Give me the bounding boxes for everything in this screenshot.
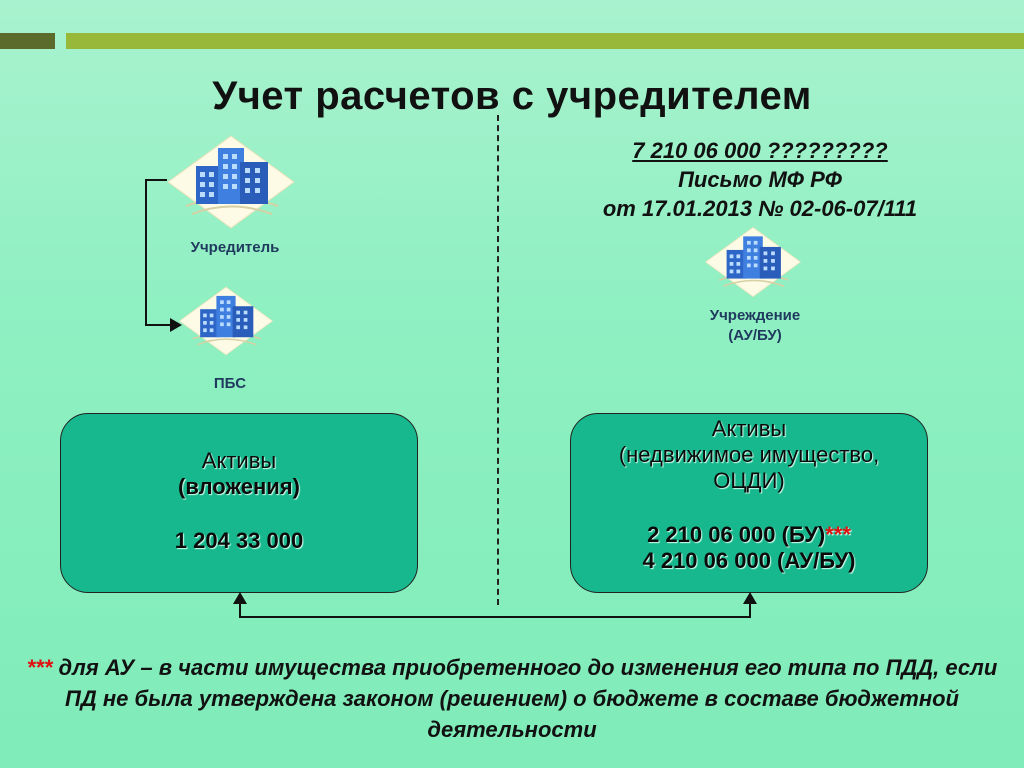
- left-box-heading: Активы: [201, 448, 277, 473]
- page-title: Учет расчетов с учредителем: [212, 74, 812, 118]
- right-assets-box: [570, 413, 928, 593]
- footnote-marker: ***: [825, 522, 851, 547]
- arrow-up-icon: [233, 592, 247, 604]
- accent-bar-dark: [0, 33, 55, 49]
- dashed-divider: [497, 115, 499, 605]
- building-icon: [704, 222, 802, 302]
- reference-date: от 17.01.2013 № 02-06-07/111: [602, 196, 918, 221]
- right-box-sub2: ОЦДИ): [713, 468, 785, 493]
- arrow-head-icon: [170, 318, 182, 332]
- reference-block: [540, 136, 980, 223]
- reference-letter: Письмо МФ РФ: [678, 167, 842, 192]
- arrow-up-icon: [743, 592, 757, 604]
- footnote-mark: ***: [26, 655, 53, 680]
- reference-account: 7 210 06 000 ?????????: [632, 138, 888, 163]
- accent-bar-light: [66, 33, 1024, 49]
- right-box-value1-text: 2 210 06 000 (БУ): [647, 522, 826, 547]
- right-box-value1: [571, 522, 927, 548]
- footnote: [20, 652, 1004, 745]
- right-box-value2: 4 210 06 000 (АУ/БУ): [642, 548, 856, 573]
- building-icon: [166, 132, 296, 232]
- left-assets-box: [60, 413, 418, 593]
- building-icon: [178, 278, 274, 364]
- footnote-text: для АУ – в части имущества приобретенного до изменения его типа по ПДД, если ПД не была утверждена законом (решением) о бюджете в составе бюджетной деятельности: [52, 655, 998, 742]
- node-label-institution: [680, 306, 830, 346]
- right-box-heading: Активы: [711, 416, 787, 441]
- left-box-value: 1 204 33 000: [174, 528, 304, 553]
- right-box-sub1: (недвижимое имущество,: [618, 442, 880, 467]
- node-label-pbs: ПБС: [213, 375, 247, 392]
- node-label-founder: Учредитель: [190, 239, 280, 256]
- node-label-institution-line2: (АУ/БУ): [728, 327, 782, 344]
- left-box-sub: (вложения): [178, 474, 300, 499]
- node-label-institution-line1: Учреждение: [709, 307, 801, 324]
